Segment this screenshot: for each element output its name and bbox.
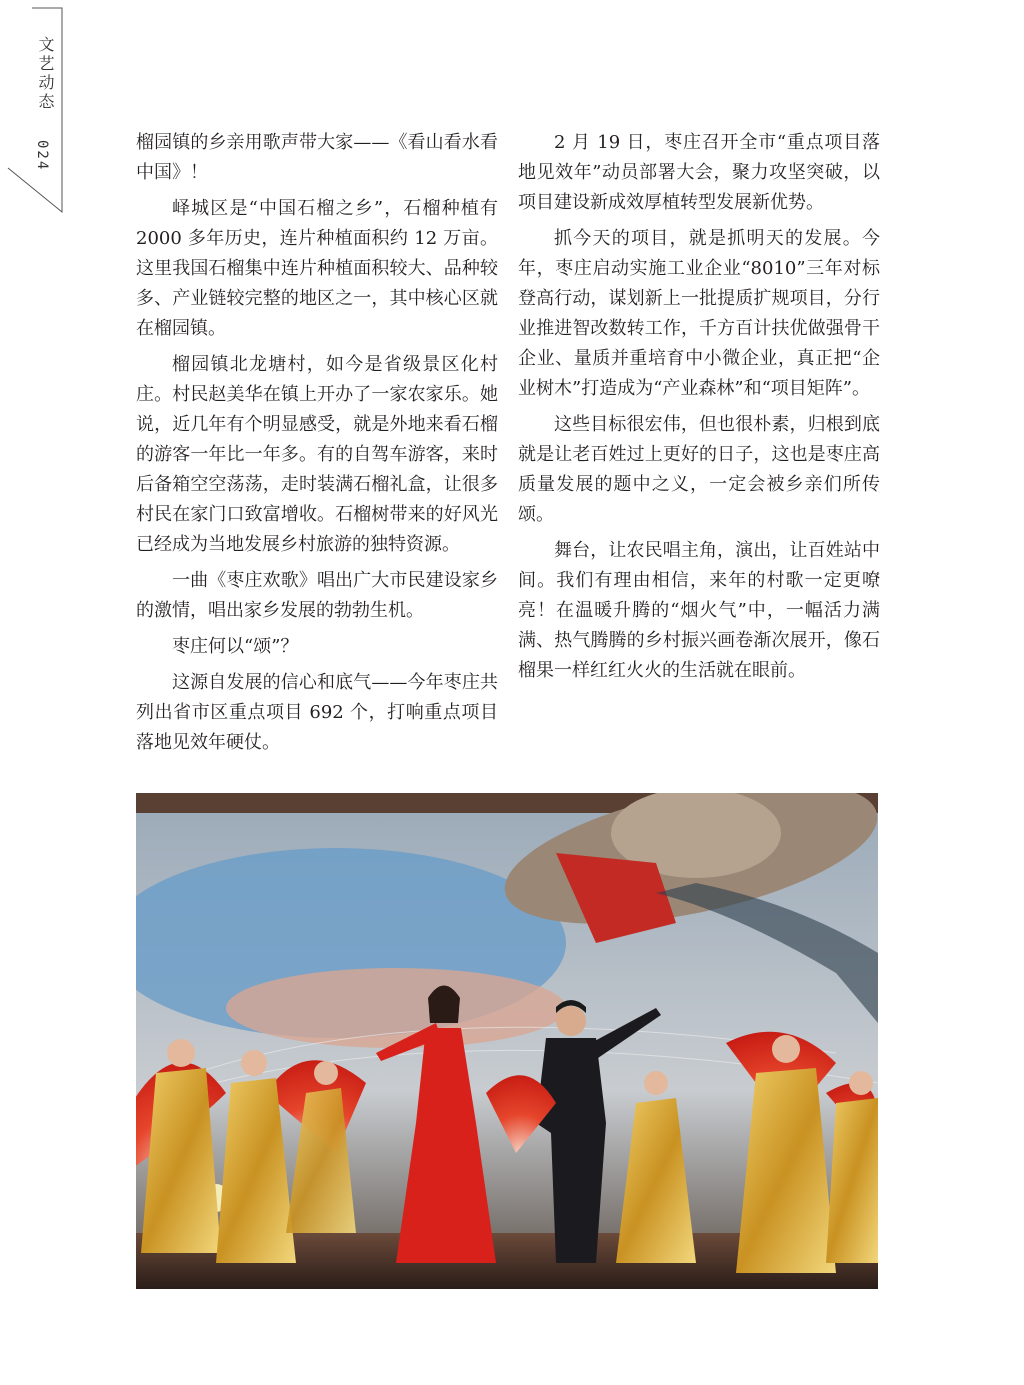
- paragraph: 2 月 19 日，枣庄召开全市“重点项目落地见效年”动员部署大会，聚力攻坚突破，以项目建设新成效厚植转型发展新优势。: [518, 132, 880, 213]
- paragraph: 榴园镇北龙塘村，如今是省级景区化村庄。村民赵美华在镇上开办了一家农家乐。她说，近几年有个明显感受，就是外地来看石榴的游客一年比一年多。有的自驾车游客，来时后备箱空空荡荡，走时装满石榴礼盒，让很多村民在家门口致富增收。石榴树带来的好风光已经成为当地发展乡村旅游的独特资源。: [136, 354, 498, 555]
- paragraph: 峄城区是“中国石榴之乡”，石榴种植有 2000 多年历史，连片种植面积约 12 万亩。这里我国石榴集中连片种植面积较大、品种较多、产业链较完整的地区之一，其中核心区就在榴园镇。: [136, 198, 498, 339]
- page-number: 024: [34, 140, 50, 172]
- paragraph: 这些目标很宏伟，但也很朴素，归根到底就是让老百姓过上更好的日子，这也是枣庄高质量发展的题中之义，一定会被乡亲们所传颂。: [518, 414, 880, 525]
- section-tab: [0, 0, 70, 215]
- paragraph: 一曲《枣庄欢歌》唱出广大市民建设家乡的激情，唱出家乡发展的勃勃生机。: [136, 570, 498, 621]
- paragraph: 舞台，让农民唱主角，演出，让百姓站中间。我们有理由相信，来年的村歌一定更嘹亮！在温暖升腾的“烟火气”中，一幅活力满满、热气腾腾的乡村振兴画卷渐次展开，像石榴果一样红红火火的生活就在眼前。: [518, 540, 880, 681]
- paragraph: 抓今天的项目，就是抓明天的发展。今年，枣庄启动实施工业企业“8010”三年对标登高行动，谋划新上一批提质扩规项目，分行业推进智改数转工作，千方百计扶优做强骨干企业、量质并重培育中小微企业，真正把“企业树木”打造成为“产业森林”和“项目矩阵”。: [518, 228, 880, 399]
- stage-photo-illustration-icon: [136, 793, 878, 1289]
- right-text-column: [518, 128, 880, 692]
- section-label: 文艺动态: [36, 36, 55, 112]
- paragraph: 这源自发展的信心和底气——今年枣庄共列出省市区重点项目 692 个，打响重点项目落地见效年硬仗。: [136, 672, 498, 753]
- paragraph: 榴园镇的乡亲用歌声带大家——《看山看水看中国》！: [136, 132, 498, 183]
- stage-performance-photo: [136, 793, 878, 1289]
- left-text-column: [136, 128, 498, 764]
- paragraph: 枣庄何以“颂”？: [172, 636, 299, 657]
